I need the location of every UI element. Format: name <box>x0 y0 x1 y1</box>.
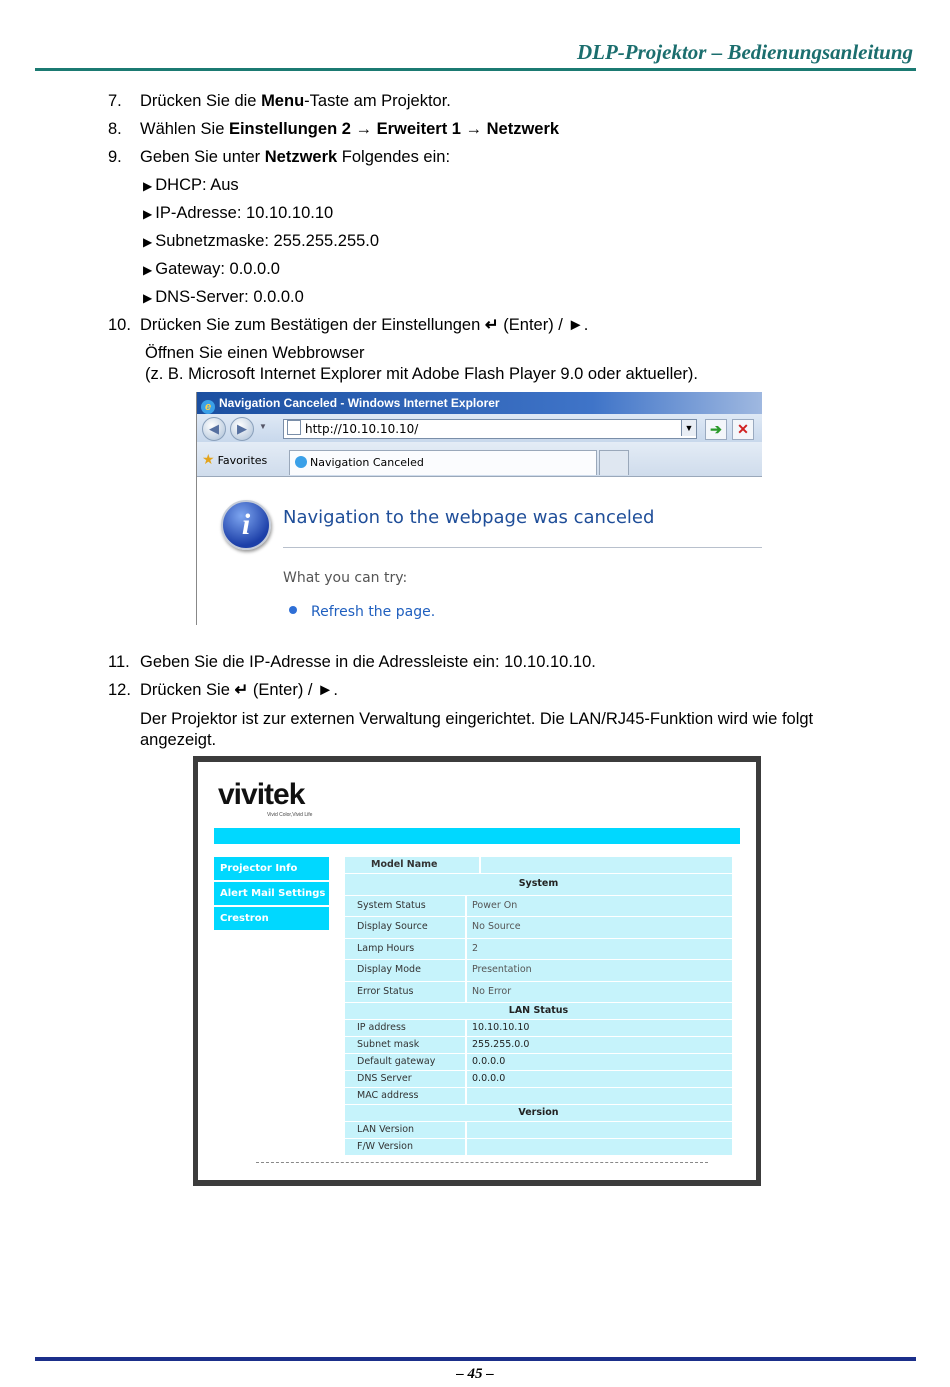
section-title: System <box>518 878 559 889</box>
tab-navigation-canceled[interactable] <box>289 450 597 475</box>
step-bold: Netzwerk <box>264 148 338 166</box>
projector-info-table <box>345 857 732 1156</box>
step-number: 7. <box>108 92 122 110</box>
stop-x-icon[interactable]: ✕ <box>732 419 754 440</box>
bullet-dot-icon <box>289 606 297 614</box>
row-value: 0.0.0.0 <box>472 1073 506 1084</box>
step-text: Geben Sie unter <box>140 148 265 166</box>
step-number: 9. <box>108 148 122 166</box>
section-title: Version <box>518 1107 559 1118</box>
step-bold: Einstellungen 2 <box>228 120 351 138</box>
step-7 <box>108 91 451 111</box>
step-arrow: → <box>460 120 487 138</box>
step-12 <box>108 680 338 700</box>
step-10-note: (z. B. Microsoft Internet Explorer mit Adobe Flash Player 9.0 oder aktueller). <box>145 365 698 383</box>
step-text: -Taste am Projektor. <box>304 92 451 110</box>
menu-item-projector-info[interactable]: Projector Info <box>214 857 329 880</box>
ie-heading: Navigation to the webpage was canceled <box>283 507 655 528</box>
bullet-item <box>143 287 304 308</box>
vivitek-tagline: Vivid Color,Vivid Life <box>267 812 313 818</box>
enter-key-icon: ↵ <box>234 681 249 699</box>
ie-window-title: Navigation Canceled - Windows Internet Explorer <box>219 396 500 410</box>
step-text: (Enter) / ►. <box>248 681 338 699</box>
table-row <box>345 1054 732 1071</box>
row-value: 10.10.10.10 <box>472 1022 530 1033</box>
triangle-bullet-icon: ▶ <box>143 207 153 221</box>
row-value: Power On <box>472 899 518 911</box>
menu-item-alert-mail-settings[interactable]: Alert Mail Settings <box>214 882 329 905</box>
step-text: Folgendes ein: <box>337 148 451 166</box>
triangle-bullet-icon: ▶ <box>143 179 153 193</box>
row-label: MAC address <box>345 1088 467 1104</box>
row-label: Display Source <box>345 917 467 938</box>
bullet-item <box>143 231 379 252</box>
info-icon: i <box>221 500 271 550</box>
step-number: 12. <box>108 681 131 699</box>
step-text: Drücken Sie zum Bestätigen der Einstellungen <box>140 316 485 334</box>
row-label: System Status <box>345 896 467 917</box>
header-rule <box>35 68 916 71</box>
row-value: 2 <box>472 942 479 954</box>
table-row <box>345 939 732 961</box>
row-value: Presentation <box>472 964 532 975</box>
bullet-text: DHCP: Aus <box>155 176 239 194</box>
step-text: Wählen Sie <box>140 120 229 138</box>
vivitek-page <box>198 762 756 1180</box>
step-9 <box>108 147 450 167</box>
triangle-bullet-icon: ▶ <box>143 263 153 277</box>
row-label: Lamp Hours <box>345 939 467 960</box>
footer-divider <box>256 1162 708 1163</box>
row-label: F/W Version <box>345 1139 467 1155</box>
go-arrow-icon[interactable]: ➔ <box>705 419 727 440</box>
step-12-note: angezeigt. <box>140 731 217 749</box>
ie-try-label: What you can try: <box>283 570 408 586</box>
bullet-item <box>143 259 280 280</box>
bullet-text: DNS-Server: 0.0.0.0 <box>155 288 304 306</box>
step-10-note: Öffnen Sie einen Webbrowser <box>145 344 365 362</box>
tab-label: Navigation Canceled <box>310 456 424 469</box>
step-arrow: → <box>350 120 377 138</box>
row-value: 0.0.0.0 <box>472 1056 506 1067</box>
header-bar <box>214 828 740 844</box>
footer-rule <box>35 1357 916 1361</box>
section-header <box>345 874 732 896</box>
favorites-label: Favorites <box>217 454 268 467</box>
step-text: (Enter) / ►. <box>498 316 589 334</box>
row-label: DNS Server <box>345 1071 467 1087</box>
row-label: Subnet mask <box>345 1037 467 1053</box>
triangle-bullet-icon: ▶ <box>143 235 153 249</box>
address-text: http://10.10.10.10/ <box>305 422 419 436</box>
bullet-item <box>143 203 333 224</box>
step-bold: Erweitert 1 <box>376 120 461 138</box>
row-value: 255.255.0.0 <box>472 1039 530 1050</box>
favorites-button[interactable] <box>202 452 267 468</box>
row-value <box>467 1122 732 1138</box>
step-12-note: Der Projektor ist zur externen Verwaltung eingerichtet. Die LAN/RJ45-Funktion wird wie folgt <box>140 710 814 728</box>
table-row <box>345 896 732 918</box>
step-number: 8. <box>108 120 122 138</box>
row-label: Default gateway <box>345 1054 467 1070</box>
star-icon: ★ <box>202 452 215 468</box>
favorites-bar <box>197 442 762 477</box>
row-label: IP address <box>345 1020 467 1036</box>
triangle-bullet-icon: ▶ <box>143 291 153 305</box>
new-tab-button[interactable] <box>599 450 629 475</box>
row-label: Model Name <box>345 857 481 873</box>
step-number: 11. <box>108 653 130 671</box>
menu-item-crestron[interactable]: Crestron <box>214 907 329 930</box>
step-text: Drücken Sie die <box>140 92 262 110</box>
side-menu <box>214 857 329 932</box>
table-row <box>345 1122 732 1139</box>
section-title: LAN Status <box>508 1005 569 1016</box>
bullet-text: Gateway: 0.0.0.0 <box>155 260 280 278</box>
step-bold: Netzwerk <box>486 120 560 138</box>
enter-key-icon: ↵ <box>484 316 499 334</box>
forward-arrow-icon[interactable]: ▶ <box>230 417 254 441</box>
step-8 <box>108 119 559 139</box>
table-row <box>345 960 732 982</box>
back-arrow-icon[interactable]: ◀ <box>202 417 226 441</box>
address-dropdown-icon[interactable]: ▼ <box>681 420 696 436</box>
ie-tab-icon <box>295 456 307 468</box>
bullet-text: Subnetzmaske: 255.255.255.0 <box>155 232 380 250</box>
row-value: No Error <box>472 985 512 997</box>
row-label: Display Mode <box>345 960 467 981</box>
table-row <box>345 982 732 1004</box>
ie-divider <box>283 547 762 548</box>
row-label: LAN Version <box>345 1122 467 1138</box>
table-row <box>345 857 732 874</box>
ie-nav-bar <box>197 414 762 442</box>
table-row <box>345 1037 732 1054</box>
address-bar[interactable] <box>283 419 697 439</box>
step-11 <box>108 652 596 672</box>
bullet-text: IP-Adresse: 10.10.10.10 <box>155 204 334 222</box>
header-title: DLP-Projektor – Bedienungsanleitung <box>576 40 913 64</box>
table-row <box>345 1139 732 1156</box>
table-row <box>345 1020 732 1037</box>
row-value: No Source <box>472 921 521 932</box>
nav-dropdown-icon[interactable]: ▼ <box>259 422 267 431</box>
row-value <box>467 1139 732 1155</box>
step-text: Drücken Sie <box>140 681 235 699</box>
page-number: – 45 – <box>456 1366 494 1382</box>
ie-title-bar <box>197 392 762 414</box>
table-row <box>345 1071 732 1088</box>
step-bold: Menu <box>261 92 305 110</box>
ie-logo-icon: e <box>201 400 215 414</box>
ie-screenshot <box>196 392 762 625</box>
row-value <box>467 1088 732 1104</box>
row-value <box>481 857 732 873</box>
refresh-link-text[interactable]: Refresh the page. <box>311 604 436 620</box>
vivitek-logo: vivitek <box>218 778 305 811</box>
page-icon <box>287 420 301 435</box>
row-label: Error Status <box>345 982 467 1003</box>
table-row <box>345 1088 732 1105</box>
section-header <box>345 1003 732 1020</box>
bullet-item <box>143 175 239 196</box>
vivitek-screenshot <box>193 756 761 1186</box>
step-10 <box>108 315 588 335</box>
refresh-link[interactable] <box>289 604 435 620</box>
table-row <box>345 917 732 939</box>
section-header <box>345 1105 732 1122</box>
step-number: 10. <box>108 316 131 334</box>
step-text: Geben Sie die IP-Adresse in die Adressleiste ein: 10.10.10.10. <box>140 653 596 671</box>
